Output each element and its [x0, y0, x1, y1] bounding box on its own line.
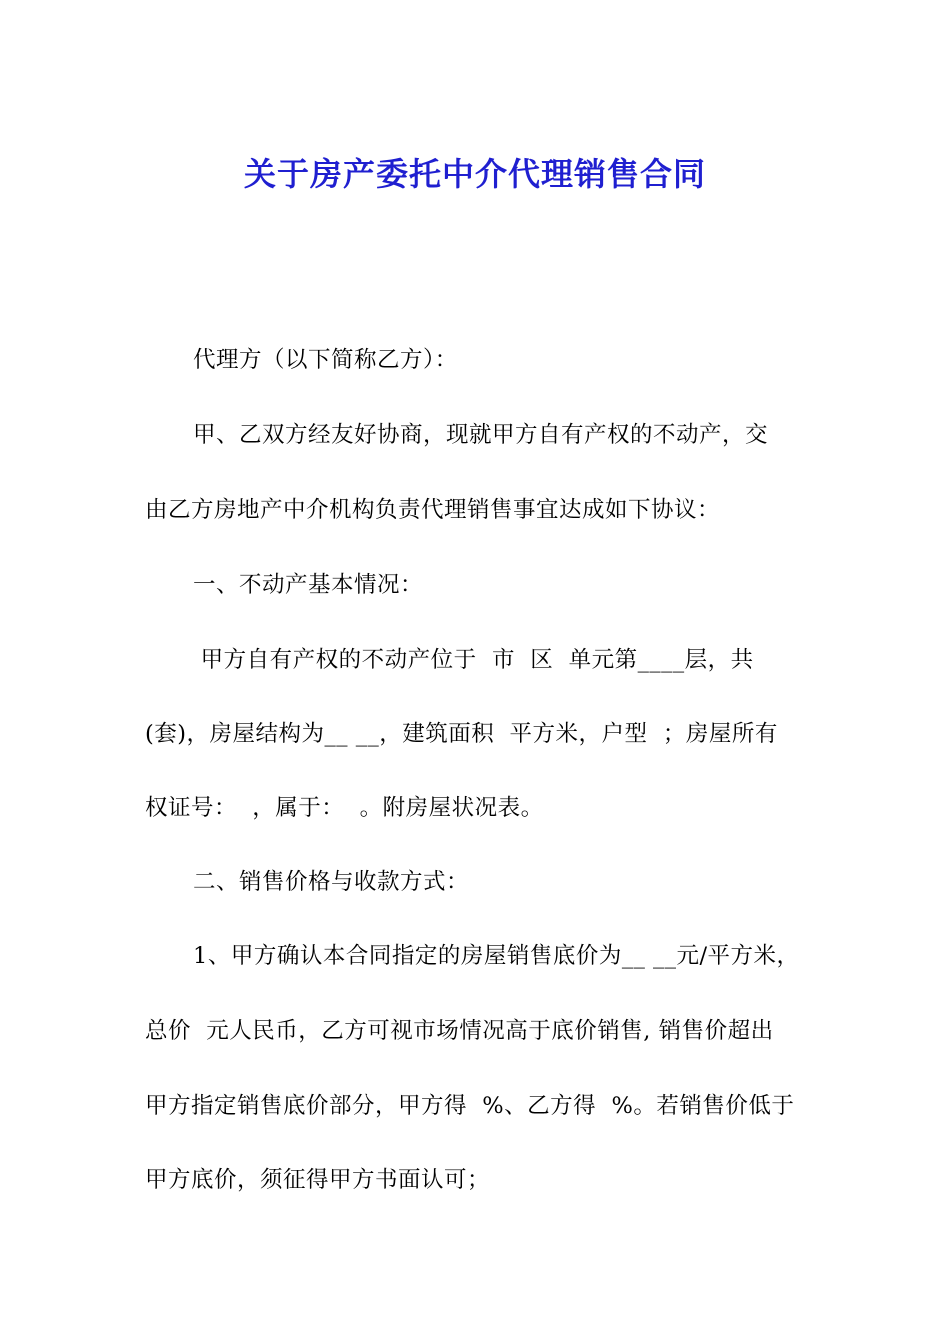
paragraph-line: 由乙方房地产中介机构负责代理销售事宜达成如下协议： — [145, 497, 721, 523]
section-heading: 二、销售价格与收款方式： — [193, 869, 470, 895]
paragraph-line: 甲方自有产权的不动产位于 市 区 单元第____层，共 — [193, 647, 754, 673]
paragraph-line: 权证号： ，属于： 。附房屋状况表。 — [145, 795, 544, 821]
section-heading: 一、不动产基本情况： — [193, 572, 424, 598]
paragraph-line: 甲方指定销售底价部分，甲方得 %、乙方得 %。若销售价低于 — [145, 1093, 795, 1119]
paragraph-line: 甲、乙双方经友好协商，现就甲方自有产权的不动产，交 — [193, 422, 769, 448]
paragraph-line: 甲方底价，须征得甲方书面认可； — [145, 1167, 491, 1193]
document-title: 关于房产委托中介代理销售合同 — [243, 155, 706, 194]
paragraph-line: (套)，房屋结构为__ __，建筑面积 平方米，户型 ；房屋所有 — [145, 721, 778, 747]
paragraph-line: 代理方（以下简称乙方）： — [193, 347, 458, 373]
paragraph-line: 总价 元人民币，乙方可视市场情况高于底价销售, 销售价超出 — [145, 1018, 774, 1044]
paragraph-line: 1、甲方确认本合同指定的房屋销售底价为__ __元/平方米， — [193, 943, 800, 969]
